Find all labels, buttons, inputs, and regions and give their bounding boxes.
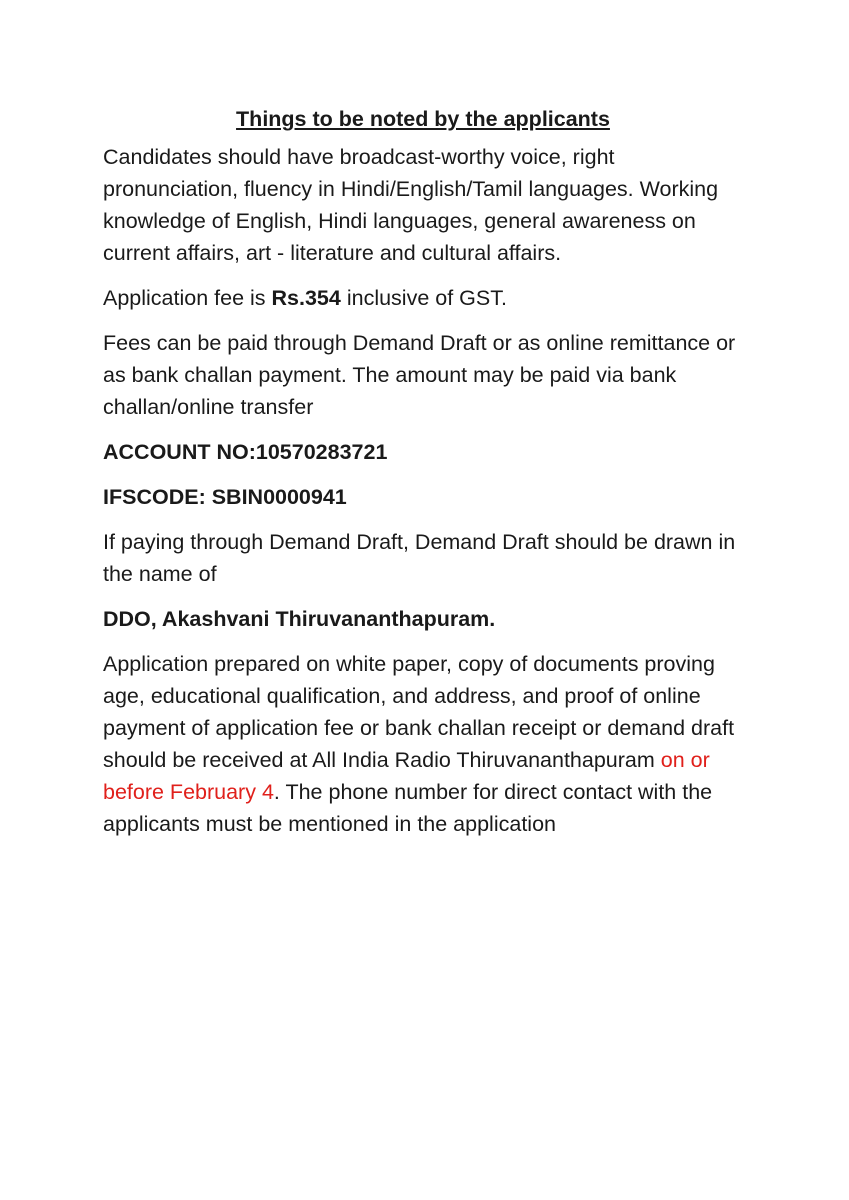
application-paragraph: [103, 648, 743, 840]
demand-draft-payee: DDO, Akashvani Thiruvananthapuram.: [103, 607, 496, 631]
fee-prefix: Application fee is: [103, 286, 272, 310]
document-title: Things to be noted by the applicants: [236, 107, 610, 131]
fee-amount: Rs.354: [271, 286, 341, 310]
document-body: [103, 103, 743, 853]
payment-paragraph: Fees can be paid through Demand Draft or as online remittance or as bank challan payment. The amount may be paid via bank challan/online transfer: [103, 331, 736, 419]
ifsc-code: IFSCODE: SBIN0000941: [103, 485, 347, 509]
account-number: ACCOUNT NO:10570283721: [103, 440, 388, 464]
requirements-paragraph: Candidates should have broadcast-worthy voice, right pronunciation, fluency in Hindi/English/Tamil languages. Working knowledge of English, Hindi languages, general awareness on current affairs, art - literature and cultural affairs.: [103, 145, 719, 265]
fee-paragraph: [103, 282, 743, 314]
fee-suffix: inclusive of GST.: [340, 286, 507, 310]
application-text-part2: . The phone number for direct contact with the applicants must be mentioned in the application: [103, 780, 713, 836]
deadline-text: on or before February 4: [103, 748, 710, 804]
application-text-part1: Application prepared on white paper, copy of documents proving age, educational qualification, and address, and proof of online payment of application fee or bank challan receipt or demand draft should be received at All India Radio Thiruvananthapuram: [103, 652, 735, 772]
demand-draft-paragraph: If paying through Demand Draft, Demand Draft should be drawn in the name of: [103, 530, 736, 586]
